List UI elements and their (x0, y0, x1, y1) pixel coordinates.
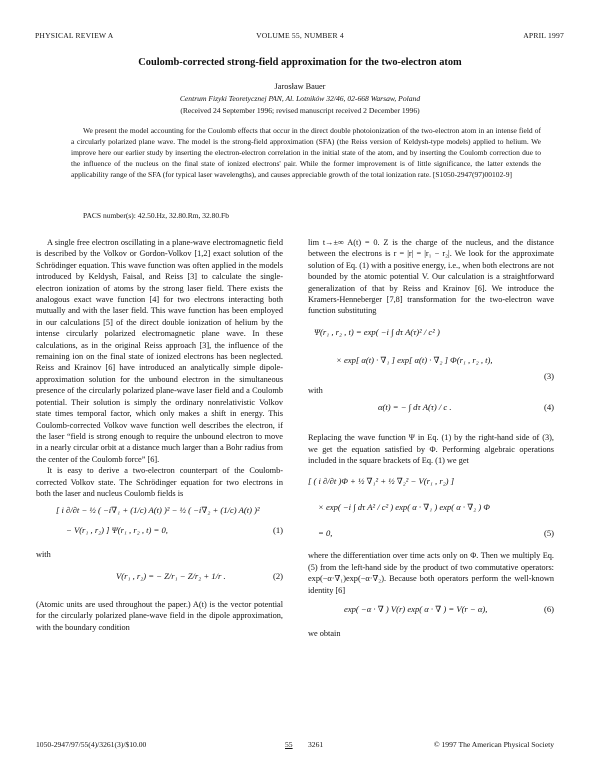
paragraph: lim t→±∞ A(t) = 0. Z is the charge of the nucleus, and the distance between the electrons is r = |r| = |r₁ − r₂|. We look for the approximate solution of Eq. (1) with a positive energy, i.e., when both electrons are not bounded by the atomic potential V. Our calculation is a straightforward generalization of that by Reiss and Krainov [6]. We introduce the Kramers-Henneberger [7,8] transformation for the two-electron wave function substituting (308, 238, 554, 316)
equation-5: = 0, (5) (318, 528, 554, 539)
equation-3: × exp[ α(t) · ∇₁ ] exp[ α(t) · ∇₂ ] Φ(r₁ , r₂ , t), (3) (336, 354, 554, 381)
volume-number: VOLUME 55, NUMBER 4 (256, 31, 344, 40)
volume-footer: 55 (285, 740, 293, 749)
equation-number: (6) (543, 604, 554, 615)
equation-4: α(t) = − ∫ dτ A(τ) / c . (4) (378, 402, 554, 413)
paragraph: with (308, 385, 323, 395)
page-number: 3261 (308, 740, 324, 749)
received-dates: (Received 24 September 1996; revised manuscript received 2 December 1996) (180, 106, 420, 115)
issn-code: 1050-2947/97/55(4)/3261(3)/$10.00 (36, 740, 147, 749)
affiliation: Centrum Fizyki Teoretycznej PAN, Al. Lotników 32/46, 02-668 Warsaw, Poland (179, 94, 421, 103)
equation-2: V(r₁ , r₂) = − Z/r₁ − Z/r₂ + 1/r . (2) (116, 570, 283, 581)
equation-number: (5) (543, 528, 554, 539)
pacs-numbers: PACS number(s): 42.50.Hz, 32.80.Rm, 32.80.Fb (83, 211, 229, 220)
equation-1-line-1: [ i ∂/∂t − ½ ( −i∇₁ + (1/c) A(t) )² − ½ ( −i∇₂ + (1/c) A(t) )² (56, 505, 260, 516)
equation-number: (3) (543, 370, 554, 381)
paper-title: Coulomb-corrected strong-field approximation for the two-electron atom (138, 57, 462, 68)
author: Jarosław Bauer (274, 82, 326, 91)
equation-3-line-1: Ψ(r₁ , r₂ , t) = exp( −i ∫ dτ A(τ)² / c² ) (314, 326, 440, 337)
journal-name: PHYSICAL REVIEW A (35, 31, 114, 40)
paragraph: we obtain (308, 629, 341, 639)
issue-date: APRIL 1997 (523, 31, 564, 40)
equation-6: exp( −α · ∇ ) V(r) exp( α · ∇ ) = V(r − α), (6) (344, 604, 554, 615)
equation-1: − V(r₁ , r₂) ] Ψ(r₁ , r₂ , t) = 0, (1) (66, 525, 283, 536)
paragraph: A single free electron oscillating in a plane-wave electromagnetic field is described by the Volkov or Gordon-Volkov [1,2] exact solution of the Schrödinger equation. This wave function was often applied in the models introduced by Keldysh, Faisal, and Reiss [3] to calculate the single-electron ionization of atoms by the strong laser field. There exists the analogous exact wave function [4] for two electrons interacting both mutually and with the laser field. This wave function has been employed in our calculations [5] of the direct double ionization of helium by the intense circularly polarized electromagnetic plane wave. In these calculations, as in the original Reiss approach [3], the influence of the remaining ion on the final state of ionized electrons has been neglected. Reiss and Krainov [6] have introduced an analytically simple dipole-approximation solution for the unbound electron in the simultaneous presence of the circularly polarized plane-wave laser field and a Coulomb potential. Their solution is simply the ordinary nonrelativistic Volkov state times temporal factor, which only makes a shift in energy. This Coulomb-corrected Volkov wave function well describes the electron, if the laser “field is strong enough to require the unbound electron to move in a nearly circular orbit at a distance much larger than a Bohr radius from the center of the Coulomb force” [6]. (36, 238, 283, 464)
copyright: © 1997 The American Physical Society (433, 740, 554, 749)
paragraph: Replacing the wave function Ψ in Eq. (1) by the right-hand side of (3), we get the equation satisfied by Φ. Performing algebraic operations included in the square brackets of Eq. (1) we get (308, 433, 554, 466)
equation-5-line-2: × exp( −i ∫ dτ A² / c² ) exp( α · ∇₁ ) exp( α · ∇₂ ) Φ (318, 502, 490, 513)
equation-5-line-1: [ ( i ∂/∂t )Φ + ½ ∇₁² + ½ ∇₂² − V(r₁ , r₂) ] (308, 476, 455, 487)
left-column (36, 237, 283, 633)
abstract (71, 125, 541, 180)
right-column (308, 237, 554, 640)
abstract-text: We present the model accounting for the Coulomb effects that occur in the direct double photoionization of the two-electron atom in an intense field of a circularly polarized plane wave. The model is the strong-field approximation (SFA) (the Reiss version of Keldysh-type models) applied to helium. We improve here our earlier study by inserting the electron-electron correlation in the initial state of the atom, and by inserting the Coulomb correction due to the influence of the nucleus on the final state of ionized electrons' pair. While the former improvement is of little significance, the latter extends the applicability range of the SFA (for typical laser wavelengths), and causes appreciable growth of the total ionization rate. [S1050-2947(97)00102-9] (71, 126, 541, 179)
paragraph: with (36, 550, 51, 560)
equation-number: (4) (543, 402, 554, 413)
paragraph: (Atomic units are used throughout the paper.) A(t) is the vector potential for the circularly polarized plane-wave field in the dipole approximation, with the boundary condition (36, 599, 283, 632)
equation-number: (1) (272, 525, 283, 536)
paragraph: It is easy to derive a two-electron counterpart of the Coulomb-corrected Volkov state. The Schrödinger equation for two electrons in both the laser and nucleus Coulomb fields is (36, 466, 283, 498)
paragraph: where the differentiation over time acts only on Φ. Then we multiply Eq. (5) from the left-hand side by the product of two commutative operators: exp(−α·∇₁)exp(−α·∇₂). Because both operators perform the well-known identity [6] (308, 551, 554, 595)
equation-number: (2) (272, 570, 283, 581)
